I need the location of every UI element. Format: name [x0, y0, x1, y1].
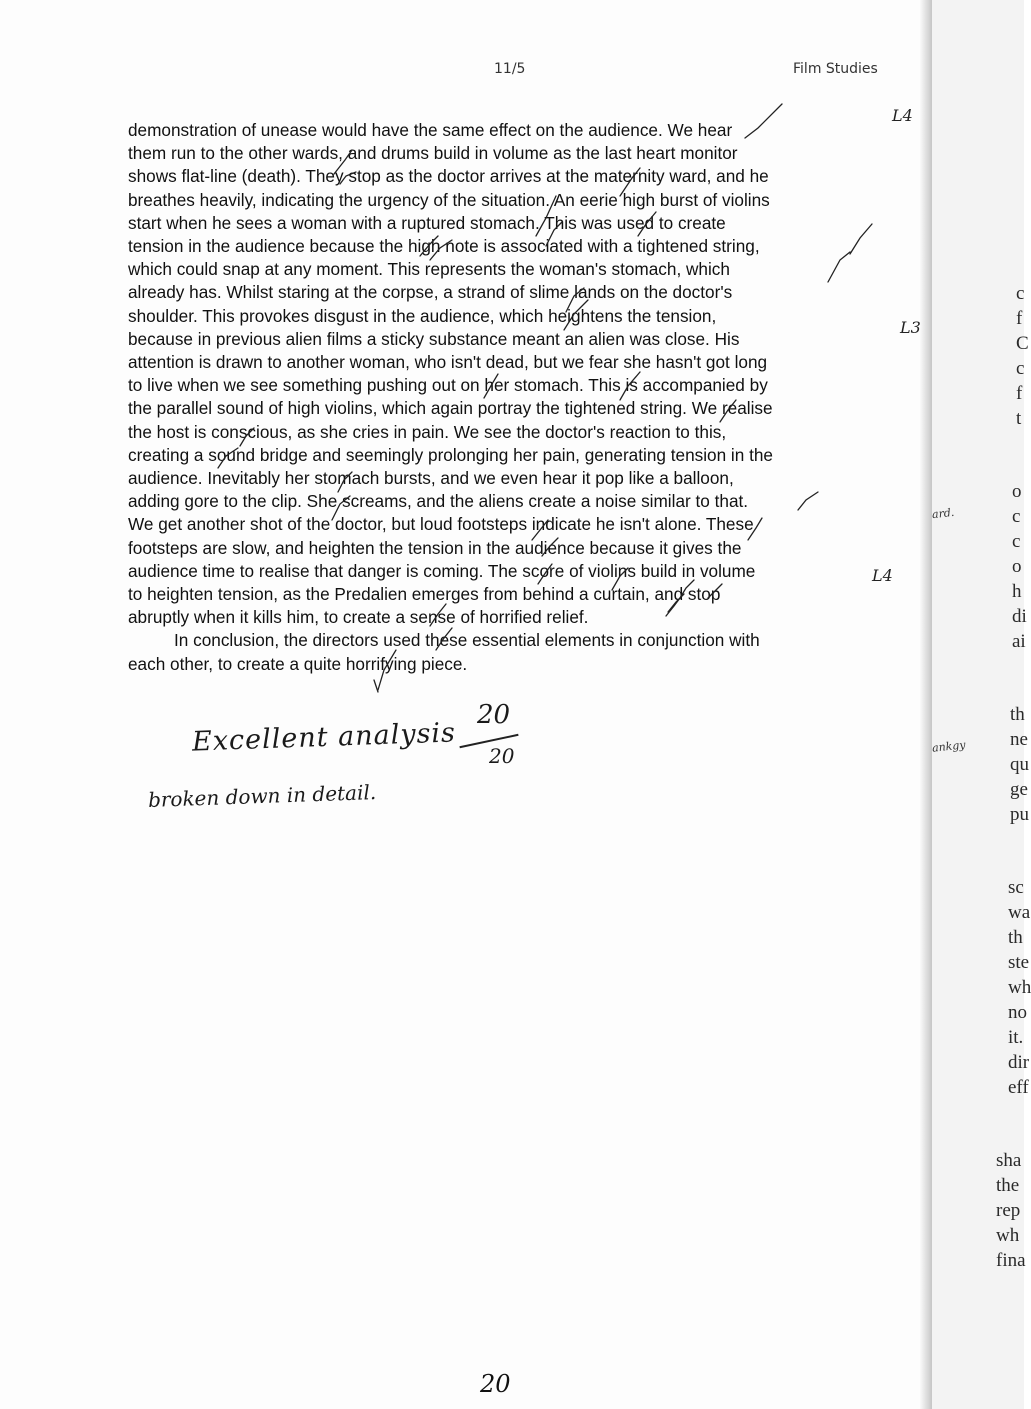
adjacent-annotation: ankgy [931, 738, 967, 755]
adjacent-fragment: ai [1012, 631, 1026, 652]
adjacent-fragment: wh [1008, 977, 1031, 998]
essay-line: start when he sees a woman with a ruptured stomach. This was used to create [128, 212, 726, 233]
essay-line: them run to the other wards, and drums build in volume as the last heart monitor [128, 143, 738, 164]
adjacent-fragment: f [1016, 383, 1023, 404]
essay-line: adding gore to the clip. She screams, and the aliens create a noise similar to that. [128, 491, 749, 512]
adjacent-fragment: wh [996, 1225, 1020, 1246]
adjacent-fragment: qu [1010, 754, 1029, 775]
adjacent-fragment: fina [996, 1250, 1026, 1271]
teacher-comment-line1: Excellent analysis [191, 717, 457, 758]
adjacent-fragment: c [1012, 506, 1021, 527]
essay-line: creating a sound bridge and seemingly prolonging her pain, generating tension in the [128, 444, 773, 465]
adjacent-fragment: o [1012, 556, 1022, 577]
essay-line: footsteps are slow, and heighten the tension in the audience because it gives the [128, 537, 742, 558]
conclusion-line: In conclusion, the directors used these essential elements in conjunction with [174, 630, 760, 651]
essay-line: abruptly when it kills him, to create a sense of horrified relief. [128, 607, 589, 628]
adjacent-fragment: c [1012, 531, 1021, 552]
adjacent-fragment: o [1012, 481, 1022, 502]
essay-line: We get another shot of the doctor, but loud footsteps indicate he isn't alone. These [128, 514, 754, 535]
teacher-score [455, 700, 525, 780]
adjacent-fragment: th [1010, 704, 1025, 725]
adjacent-fragment: di [1012, 606, 1027, 627]
essay-line: breathes heavily, indicating the urgency of the situation. An eerie high burst of violins [128, 189, 770, 210]
page-number: 20 [480, 1370, 511, 1398]
adjacent-fragment: it. [1008, 1027, 1024, 1048]
adjacent-fragment: ne [1010, 729, 1028, 750]
margin-mark-level: L4 [872, 566, 893, 585]
adjacent-fragment: f [1016, 308, 1023, 329]
essay-line: the host is conscious, as she cries in pain. We see the doctor's reaction to this, [128, 421, 727, 442]
adjacent-fragment: pu [1010, 804, 1029, 825]
essay-line: demonstration of unease would have the same effect on the audience. We hear [128, 120, 733, 140]
adjacent-fragment: c [1016, 283, 1025, 304]
adjacent-fragment: h [1012, 581, 1022, 602]
essay-line: tension in the audience because the high note is associated with a tightened string, [128, 236, 760, 257]
adjacent-fragment: C [1016, 333, 1029, 354]
adjacent-fragment: sc [1008, 877, 1024, 898]
adjacent-fragment: dir [1008, 1052, 1030, 1073]
margin-mark-level: L3 [900, 318, 921, 337]
conclusion-line: each other, to create a quite horrifying piece. [128, 653, 468, 674]
adjacent-annotation: ard. [931, 505, 955, 522]
teacher-comment-line2: broken down in detail. [147, 780, 377, 812]
adjacent-fragment: eff [1008, 1077, 1029, 1098]
adjacent-fragment: the [996, 1175, 1020, 1196]
adjacent-fragment: ge [1010, 779, 1028, 800]
score-value: 20 [477, 700, 511, 730]
essay-line: audience. Inevitably her stomach bursts, and we even hear it pop like a balloon, [128, 468, 734, 489]
adjacent-fragment: t [1016, 408, 1022, 429]
essay-line: shoulder. This provokes disgust in the audience, which heightens the tension, [128, 305, 717, 326]
essay-body [128, 119, 888, 676]
essay-line: shows flat-line (death). They stop as the doctor arrives at the maternity ward, and he [128, 166, 769, 187]
header-subject-title: Film Studies [793, 61, 878, 77]
essay-line: audience time to realise that danger is coming. The score of violins build in volume [128, 560, 756, 581]
essay-line: attention is drawn to another woman, who isn't dead, but we fear she hasn't got long [128, 352, 768, 373]
adjacent-fragment: sha [996, 1150, 1022, 1171]
essay-line: to heighten tension, as the Predalien emerges from behind a curtain, and stop [128, 584, 721, 605]
adjacent-fragment: no [1008, 1002, 1027, 1023]
essay-line: because in previous alien films a sticky substance meant an alien was close. His [128, 328, 740, 349]
adjacent-page [931, 0, 1031, 1409]
margin-mark-level: L4 [892, 106, 913, 125]
adjacent-fragment: c [1016, 358, 1025, 379]
header-page-ref: 11/5 [494, 61, 526, 77]
adjacent-fragment: rep [996, 1200, 1021, 1221]
essay-line: already has. Whilst staring at the corpse, a strand of slime lands on the doctor's [128, 282, 733, 303]
adjacent-fragment: ste [1008, 952, 1030, 973]
essay-line: to live when we see something pushing out on her stomach. This is accompanied by [128, 375, 768, 396]
score-total: 20 [489, 744, 515, 768]
essay-line: the parallel sound of high violins, which again portray the tightened string. We realise [128, 398, 773, 419]
adjacent-fragment: th [1008, 927, 1023, 948]
essay-line: which could snap at any moment. This represents the woman's stomach, which [128, 259, 730, 280]
adjacent-fragment: wa [1008, 902, 1031, 923]
